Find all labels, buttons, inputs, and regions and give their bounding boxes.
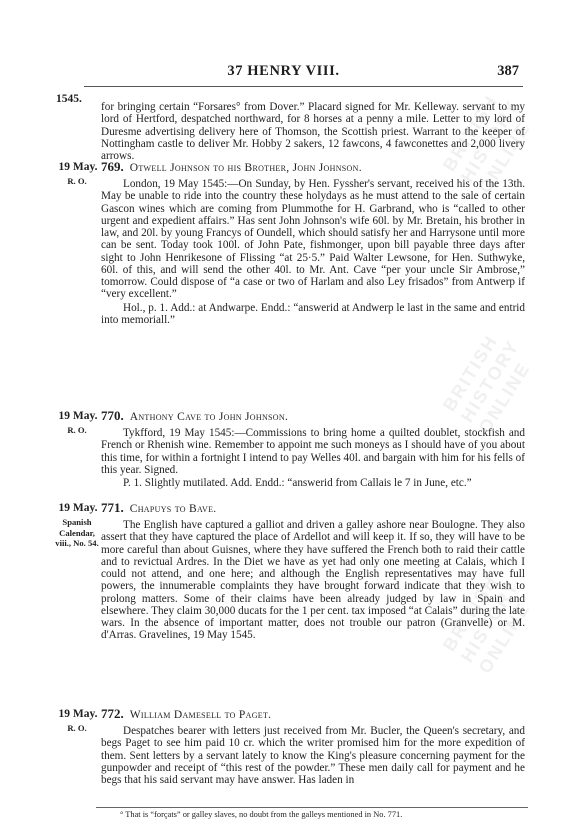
entry-body — [101, 725, 525, 786]
continuation-text — [101, 101, 525, 162]
entry-source: R. O. — [67, 425, 87, 435]
footnote-rule — [96, 807, 528, 808]
year-marker: 1545. — [56, 93, 82, 105]
running-head — [0, 63, 567, 83]
entry-paragraph: Despatches bearer with letters just received from Mr. Bucler, the Queen's secretary, and begs Paget to see him paid 10 cr. which the writer promised him for the more expedition of them. Sent letters by a servant lately to know the King's pleasure concerning payment for the gunpowder and receipt of “this rest of the powder.” These men daily call for payment and he begs that his said servant may have answer. Has laden in — [101, 725, 525, 786]
entry-title: William Damesell to Paget. — [129, 709, 272, 721]
entry-number: 771. — [101, 500, 124, 515]
entry-note: P. 1. Slightly mutilated. Add. Endd.: “answerid from Callais le 7 in June, etc.” — [123, 477, 472, 489]
entry-paragraph: Tykfford, 19 May 1545:—Commissions to bring home a quilted doublet, stockfish and French or Rhenish wine. Remember to appoint me such moneys as I should have of you about this time, for within a fortnight I intend to pay Welles 40l. and bargain with him for his fells of this year. Signed. — [101, 427, 525, 476]
entry-body — [101, 519, 525, 642]
entry-source: R. O. — [67, 176, 87, 186]
entry-paragraph: London, 19 May 1545:—On Sunday, by Hen. Fyssher's servant, received his of the 13th. May be unable to ride into the country these holydays as he must attend to the sale of certain Gascon wines which are coming from Plummothe for H. Garbrand, who is “called to other urgent and expedient affairs.” Has sent John Johnson's wife 60l. by Mr. Bretain, his brother in law, and 20l. by young Francys of Oundell, which should satisfy her and Harrysone until more can be sent. Today took 100l. of John Pate, fishmonger, upon bill payable three days after sight to John Henrikesone of Flissing “at 25·5.” Paid Walter Lewsone, for Hen. Suthwyke, 60l. of this, and will send the other 40l. to Mr. Ant. Cave “per your uncle Sir Ambrose,” tomorrow. Could dispose of “a case or two of Harlam and also Ley frisados” from Antwerp if “very excellent.” — [101, 178, 525, 301]
entry-number: 772. — [101, 706, 124, 721]
entry-source: Spanish Calendar, viii., No. 54. — [55, 517, 99, 548]
watermark-text: BRITISH HISTORY ONLINE — [439, 571, 535, 677]
entry-note: Hol., p. 1. Add.: at Andwarpe. Endd.: “answerid at Andwerp le last in the same and entrid into memoriall.” — [101, 301, 525, 326]
entry-number: 770. — [101, 408, 124, 423]
header-rule — [84, 86, 523, 87]
entry-number: 769. — [101, 159, 124, 174]
entry-heading — [101, 500, 525, 516]
continuation-paragraph: for bringing certain “Forsares° from Dover.” Placard signed for Mr. Kelleway. servant to my lord of Hertford, despatched northward, for 8 horses at a penny a mile. Letter to my lord of Duresme advertising delivery here of Thomson, the Scottish priest. Warrant to the keeper of Nottingham castle to deliver Mr. Hobby 2 sakers, 12 fawcons, 4 fawconettes and 2,000 livery arrows. — [101, 101, 525, 162]
entry-source: R. O. — [67, 723, 87, 733]
entry-date: 19 May. — [58, 161, 98, 173]
entry-date: 19 May. — [58, 708, 98, 720]
entry-heading — [101, 159, 525, 175]
entry-title: Anthony Cave to John Johnson. — [129, 411, 289, 423]
entry-date: 19 May. — [58, 410, 98, 422]
watermark-text: BRITISH HISTORY ONLINE — [439, 331, 535, 437]
entry-body — [101, 427, 525, 489]
entry-heading — [101, 408, 525, 424]
running-title: 37 HENRY VIII. — [227, 63, 340, 79]
footnote: ° That is “forçats” or galley slaves, no doubt from the galleys mentioned in No. 771. — [120, 810, 403, 819]
entry-title: Chapuys to Bave. — [129, 503, 217, 515]
watermark-text: BRITISH HISTORY ONLINE — [439, 91, 535, 197]
page-number: 387 — [497, 63, 519, 79]
entry-date: 19 May. — [58, 502, 98, 514]
entry-body — [101, 178, 525, 326]
entry-heading — [101, 706, 525, 722]
entry-paragraph: The English have captured a galliot and driven a galley ashore near Boulogne. They also assert that they have captured the place of Ardellot and will keep it. If so, they will have to be more careful than about Guisnes, where they have suffered the French both to raid their cattle and to revictual Ardres. In the Diet we have as yet had only one meeting at Calais, which I could not attend, and one here; and although the English representatives may have full powers, the innumerable complaints they have brought forward indicate that they wish to prolong matters. Some of their claims have been already judged by law in Spain and elsewhere. They claim 30,000 ducats for the 1 per cent. tax imposed “at Calais” during the late wars. In the absence of important matter, does not trouble our patron (Granvelle) or M. d'Arras. Gravelines, 19 May 1545. — [101, 519, 525, 642]
entry-title: Otwell Johnson to his Brother, John Johnson. — [129, 162, 362, 174]
